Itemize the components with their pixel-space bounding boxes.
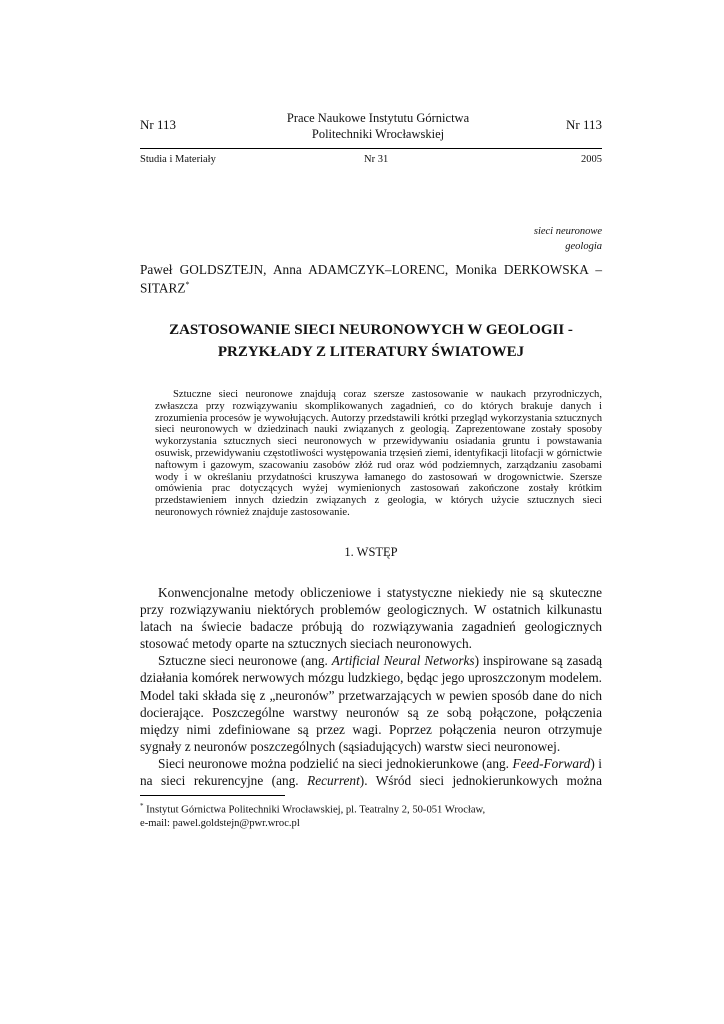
paper-title-line1: ZASTOSOWANIE SIECI NEURONOWYCH W GEOLOGII - [169, 322, 573, 338]
paragraph [140, 652, 602, 755]
body-text [140, 584, 602, 789]
footnote-mark: * [140, 802, 144, 810]
keyword: sieci neuronowe [533, 226, 602, 237]
footnote-affiliation: Instytut Górnictwa Politechniki Wrocławskiej, pl. Teatralny 2, 50-051 Wrocław, [143, 804, 486, 816]
section-heading: 1. WSTĘP [344, 545, 398, 559]
series-label: Studia i Materiały [140, 154, 216, 165]
paper-title [140, 319, 602, 363]
text-run: Sieci neuronowe można podzielić na sieci jednokierunkowe (ang. [158, 755, 513, 771]
header-issue-right: Nr 113 [566, 117, 602, 132]
series-issue: Nr 31 [364, 154, 389, 165]
footnote-line1 [140, 800, 602, 817]
author-footnote-mark: * [185, 280, 190, 289]
header-issue-left: Nr 113 [140, 117, 176, 132]
keyword: geologia [565, 241, 602, 252]
author-names: Paweł GOLDSZTEJN, Anna ADAMCZYK–LORENC, Monika DERKOWSKA – SITARZ [140, 262, 602, 296]
text-run: Sztuczne sieci neuronowe (ang. [158, 653, 332, 669]
journal-title-line2: Politechniki Wrocławskiej [311, 127, 445, 141]
footnote [140, 800, 602, 830]
paper-title-line2: PRZYKŁADY Z LITERATURY ŚWIATOWEJ [217, 344, 525, 360]
paragraph [140, 755, 602, 789]
keywords [534, 224, 602, 254]
text-run: ) i na sieci rekurencyjne (ang. [140, 755, 602, 789]
journal-title [200, 110, 556, 142]
text-run: ) inspirowane są zasadą działania komórek nerwowych mózgu ludzkiego, będąc jego uproszczonym modelem. Model taki składa się z „neuronów” przetwarzających w pewien sposób dane do nich docierające. Poszczególne warstwy neuronów są ze sobą połączone, połączenia między nimi zdefiniowane są przez wagi. Poprzez połączenia neuron otrzymuje sygnały z neuronów poszczególnych (sąsiadujących) warstw sieci neuronowej. [140, 653, 602, 754]
footnote-line2: e-mail: pawel.goldstejn@pwr.wroc.pl [140, 817, 300, 829]
emphasis: Artificial Neural Networks [331, 653, 475, 669]
author-list [140, 262, 602, 295]
text-run: ). Wśród sieci jednokierunkowych można [359, 773, 602, 789]
publication-year: 2005 [581, 154, 602, 165]
footnote-divider [140, 795, 285, 796]
emphasis: Feed-Forward [512, 755, 591, 771]
abstract: Sztuczne sieci neuronowe znajdują coraz szersze zastosowanie w naukach przyrodniczych, zwłaszcza przy rozwiązywaniu skomplikowanych zagadnień, co do których brakuje danych i zrozumienia procesów je wywołujących. Autorzy przedstawili krótki przegląd wykorzystania sztucznych sieci neuronowych w dziedzinach nauki związanych z geologią. Zaprezentowane zostały sposoby wykorzystania sztucznych sieci neuronowych w przewidywaniu osiadania gruntu i powstawania osuwisk, przewidywaniu częstotliwości występowania trzęsień ziemi, identyfikacji litofacji w górnictwie naftowym i gazowym, szacowaniu zasobów złóż rud oraz wód podziemnych, zarządzaniu zasobami wody i w określaniu przydatności kruszywa łamanego do zastosowań w drogownictwie. Szersze omówienia prac dotyczących wyżej wymienionych zastosowań zakończone zostały krótkim przedstawieniem innych dziedzin związanych z geologia, w których użycie sztucznych sieci neuronowych również znajduje zastosowanie. [155, 389, 602, 518]
header-divider [140, 148, 602, 149]
paragraph: Konwencjonalne metody obliczeniowe i statystyczne niekiedy nie są skuteczne przy rozwiązywaniu niektórych problemów geologicznych. W ostatnich kilkunastu latach na świecie badacze próbują do rozwiązywania zagadnień geologicznych stosować metody oparte na sztucznych sieciach neuronowych. [140, 585, 602, 652]
journal-title-line1: Prace Naukowe Instytutu Górnictwa [286, 111, 470, 125]
emphasis: Recurrent [307, 773, 360, 789]
